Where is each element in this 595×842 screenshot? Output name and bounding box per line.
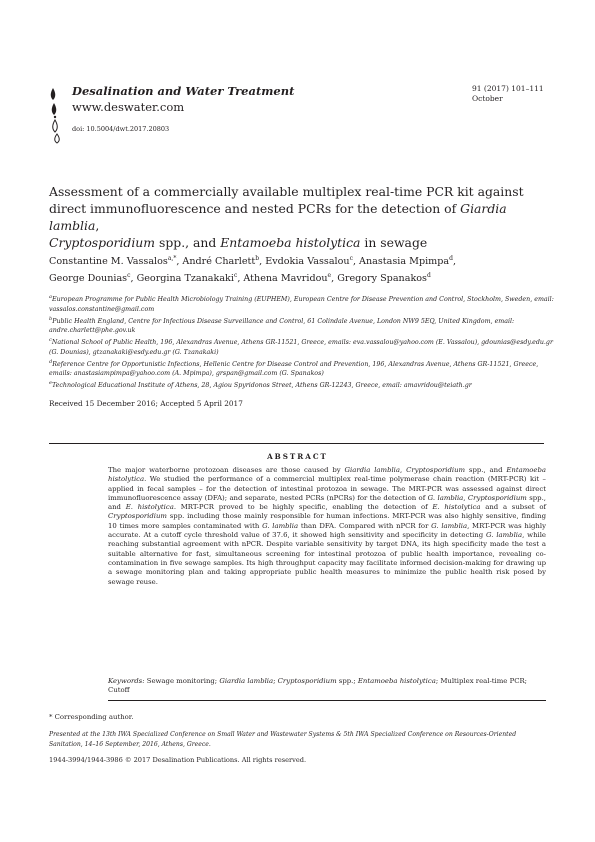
keyword-organism: Giardia lamblia [219, 677, 274, 685]
divider [108, 700, 546, 701]
affiliation-item [49, 315, 554, 337]
affiliation-text: Public Health England, Centre for Infectious Disease Surveillance and Control, 61 Colindale Avenue, London NW9 5EQ, United Kingdom, email: andre.charlett@phe.gov.uk [49, 317, 515, 335]
issue-month: October [472, 94, 503, 103]
affiliation-text: National School of Public Health, 196, Alexandras Avenue, Athens GR-11521, Greece, emails: eva.vassalou@yahoo.com (E. Vassalou), gdounias@esdy.edu.gr (G. Dounias), gtzanakaki@esdy.edu.gr (G. Tzanakaki) [49, 339, 553, 356]
keyword-text: ; [273, 677, 278, 685]
abstract-organism: Cryptosporidium [406, 466, 466, 474]
abstract-organism: Entamoeba histolytica [108, 466, 546, 484]
abstract-text: spp. including those mainly responsible for human infections. MRT-PCR was also highly sensitive, finding 10 times more samples contaminated with [108, 512, 546, 530]
abstract-organism: G. lamblia [431, 521, 468, 530]
title-line-2: direct immunofluorescence and nested PCRs for the detection of [49, 201, 461, 216]
affiliation-text: European Programme for Public Health Microbiology Training (EUPHEM), European Centre for Disease Prevention and Control, Stockholm, Sweden, email: vassalos.constantine@gmail.com [49, 296, 554, 313]
author-affil-sup: e [327, 272, 332, 280]
affiliation-text: Technological Educational Institute of Athens, 28, Agiou Spyridonos Street, Athens GR-12243, Greece, email: amavridou@teiath.gr [51, 382, 472, 390]
abstract-text: and a subset of [480, 503, 547, 512]
abstract-text: . MRT-PCR proved to be highly specific, enabling the detection of [173, 503, 433, 512]
conference-note: Presented at the 13th IWA Specialized Conference on Small Water and Wastewater Systems & 5th IWA Specialized Conference on Resources-Oriented Sanitation, 14–16 September, 2016, Athens, Greece. [49, 731, 517, 748]
volume-info [472, 84, 544, 104]
affiliation-item [49, 293, 554, 315]
divider [49, 443, 544, 444]
keywords [108, 677, 546, 696]
author-affil-sup: d [449, 255, 453, 262]
journal-url[interactable]: www.deswater.com [72, 100, 185, 114]
author-affil-sup: d [426, 272, 431, 280]
abstract-organism: Cryptosporidium [467, 493, 527, 502]
author-affil-sup: c [233, 272, 238, 280]
abstract-text: than DFA. Compared with nPCR for [298, 521, 432, 530]
keyword-text: ; Multiplex real-time PCR; Cutoff [108, 677, 527, 695]
abstract-body [108, 466, 546, 587]
abstract-organism: Cryptosporidium [108, 512, 167, 521]
abstract-organism: Giardia lamblia [344, 466, 400, 474]
keyword-text: Sewage monitoring; [144, 677, 220, 685]
abstract-organism: G. lamblia [427, 493, 464, 502]
abstract-text: spp., and [108, 493, 546, 512]
abstract-organism: E. histolytica [432, 503, 481, 512]
abstract-text: The major waterborne protozoan diseases are those caused by [108, 466, 345, 474]
title-organism-giardia: Giardia lamblia [49, 201, 507, 233]
affiliation-item [49, 358, 554, 380]
received-dates: Received 15 December 2016; Accepted 5 April 2017 [49, 399, 243, 408]
keywords-label: Keywords: [108, 677, 145, 685]
abstract-text: , while reaching substantial agreement with nPCR. Despite variable sensitivity by target DNA, its high specificity made the test a suitable alternative for fast, simultaneous screening for intestinal protozoa of public health importance, revealing co-contamination in five sewage samples. Its high throughput capacity may facilitate informed decision-making for drawing up a sewage monitoring plan and taking appropriate public health measures to minimize the public health risk posed by sewage reuse. [108, 531, 546, 586]
affiliation-sup: c [49, 337, 52, 343]
author-list [49, 252, 549, 286]
abstract-organism: G. lamblia [486, 531, 523, 540]
author-name: Constantine M. Vassalos [49, 256, 168, 268]
abstract-text: , [463, 493, 468, 502]
journal-name: Desalination and Water Treatment [72, 84, 295, 98]
author-affil-sup: b [255, 255, 260, 262]
title-line-3-end: in sewage [360, 235, 428, 250]
affiliation-text: Reference Centre for Opportunistic Infections, Hellenic Centre for Disease Control and Prevention, 196, Alexandras Avenue, Athens GR-11521, Greece, emails: anastasiampimpa@yahoo.com (A. Mpimpa), grspan@gmail.com (G. Spanakos) [49, 360, 539, 378]
abstract-text: spp., and [465, 466, 507, 474]
author-name: , Evdokia Vassalou [259, 256, 350, 268]
title-line-3: spp., and [155, 235, 221, 250]
corresponding-author-note: * Corresponding author. [49, 713, 134, 721]
author-affil-sup: a,* [167, 255, 177, 262]
author-affil-sup: c [127, 272, 131, 280]
affiliation-sup: e [49, 380, 52, 386]
affiliation-sup: d [49, 358, 53, 365]
author-name: , Gregory Spanakos [331, 273, 427, 285]
affiliation-item [49, 336, 554, 358]
abstract-heading: ABSTRACT [267, 452, 328, 461]
keyword-text: spp.; [336, 677, 358, 685]
article-title [49, 183, 549, 251]
abstract-organism: E. histolytica [125, 503, 174, 512]
title-line-1: Assessment of a commercially available multiplex real-time PCR kit against [49, 184, 524, 199]
title-punct: , [95, 218, 100, 233]
author-affil-sup: c [349, 255, 353, 262]
volume-pages: 91 (2017) 101–111 [472, 84, 544, 93]
abstract-text: , [400, 466, 407, 474]
abstract-text: . We studied the performance of a commercial multiplex real-time polymerase chain reaction (MRT-PCR) kit – applied in fecal samples – for the detection of intestinal protozoa in sewage. The MRT-PCR was assessed against direct immunofluorescence assay (DFA); and separate, nested PCRs (nPCRs) for the detection of [108, 475, 546, 502]
abstract-text: , MRT-PCR was highly accurate. At a cutoff cycle threshold value of 37.6, it showed high sensitivity and specificity in detecting [108, 521, 546, 540]
affiliation-sup: b [49, 315, 53, 322]
title-organism-entamoeba: Entamoeba histolytica [220, 235, 361, 250]
abstract-organism: G. lamblia [262, 521, 299, 530]
title-organism-crypto: Cryptosporidium [49, 235, 156, 250]
doi[interactable]: doi: 10.5004/dwt.2017.20803 [72, 125, 170, 133]
journal-logo-icon [49, 86, 63, 144]
author-name: , Athena Mavridou [237, 273, 328, 285]
affiliation-sup: a [49, 294, 52, 300]
author-name: , André Charlett [176, 256, 256, 268]
author-name: , Georgina Tzanakaki [130, 273, 234, 285]
keyword-organism: Cryptosporidium [277, 677, 337, 685]
copyright: 1944-3994/1944-3986 © 2017 Desalination Publications. All rights reserved. [49, 756, 307, 764]
affiliations [49, 293, 554, 391]
keyword-organism: Entamoeba histolytica [357, 677, 436, 685]
author-name: George Dounias [49, 273, 128, 285]
author-sep: , [452, 256, 457, 268]
author-name: , Anastasia Mpimpa [352, 256, 450, 268]
affiliation-item [49, 379, 554, 391]
